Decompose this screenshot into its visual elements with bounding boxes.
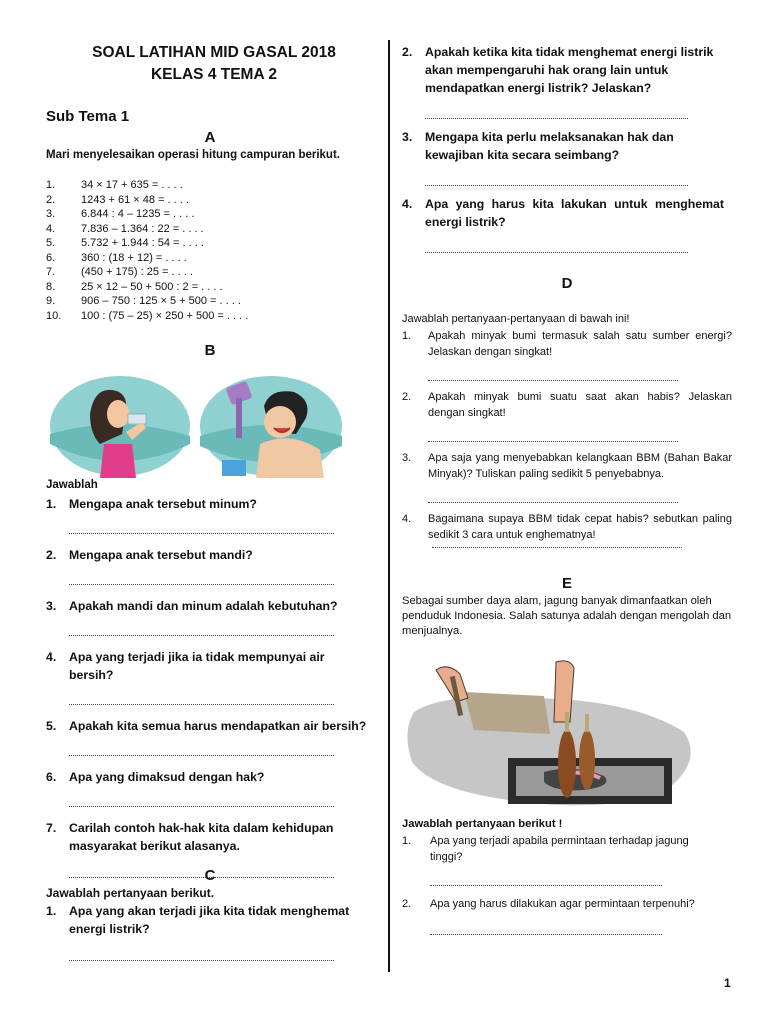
answer-line[interactable] bbox=[432, 547, 682, 548]
section-a-heading: A bbox=[204, 129, 216, 146]
question-number: 2. bbox=[402, 391, 412, 403]
question-number: 3. bbox=[402, 452, 412, 464]
question-number: 2. bbox=[46, 548, 57, 562]
question-item bbox=[46, 495, 371, 513]
calc-expression: 25 × 12 – 50 + 500 : 2 = . . . . bbox=[81, 280, 223, 293]
item-number: 10. bbox=[46, 309, 62, 322]
calc-item bbox=[46, 294, 366, 309]
answer-line[interactable] bbox=[428, 380, 678, 381]
question-number: 3. bbox=[402, 130, 413, 144]
calc-item bbox=[46, 251, 366, 266]
section-d-heading: D bbox=[561, 275, 573, 292]
section-c-questions-right bbox=[402, 43, 724, 253]
answer-line[interactable] bbox=[69, 533, 334, 534]
calc-expression: (450 + 175) : 25 = . . . . bbox=[81, 266, 193, 279]
question-item bbox=[402, 195, 724, 231]
calc-expression: 34 × 17 + 635 = . . . . bbox=[81, 179, 183, 192]
question-number: 1. bbox=[402, 330, 412, 342]
calc-item bbox=[46, 280, 366, 295]
answer-line[interactable] bbox=[428, 441, 678, 442]
question-number: 1. bbox=[46, 904, 57, 918]
item-number: 2. bbox=[46, 193, 56, 206]
calc-item bbox=[46, 236, 366, 251]
question-text: Carilah contoh hak-hak kita dalam kehidupan masyarakat berikut alasanya. bbox=[69, 821, 334, 853]
page-number: 1 bbox=[724, 976, 731, 990]
item-number: 5. bbox=[46, 237, 56, 250]
item-number: 8. bbox=[46, 280, 56, 293]
question-item bbox=[402, 833, 722, 865]
calc-item bbox=[46, 178, 366, 193]
answer-line[interactable] bbox=[425, 118, 688, 119]
question-text: Apa yang terjadi jika ia tidak mempunyai air bersih? bbox=[69, 650, 325, 682]
question-number: 7. bbox=[46, 821, 57, 835]
question-text: Apa yang harus dilakukan agar permintaan terpenuhi? bbox=[430, 898, 695, 910]
question-item bbox=[402, 128, 724, 164]
question-item bbox=[402, 389, 732, 421]
answer-line[interactable] bbox=[69, 806, 334, 807]
question-text: Apakah minyak bumi suatu saat akan habis? Jelaskan dengan singkat! bbox=[428, 391, 732, 419]
question-number: 1. bbox=[46, 497, 57, 511]
question-text: Apa yang dimaksud dengan hak? bbox=[69, 770, 265, 784]
answer-line[interactable] bbox=[425, 185, 688, 186]
calc-expression: 6.844 : 4 – 1235 = . . . . bbox=[81, 208, 195, 221]
calc-item bbox=[46, 309, 366, 324]
column-divider bbox=[388, 40, 390, 972]
question-item bbox=[46, 902, 371, 938]
boy-bathing-illustration bbox=[200, 374, 342, 478]
calc-expression: 906 – 750 : 125 × 5 + 500 = . . . . bbox=[81, 295, 241, 308]
question-text: Apa saja yang menyebabkan kelangkaan BBM (Bahan Bakar Minyak)? Tuliskan paling sedikit 5 penyebabnya. bbox=[428, 452, 732, 480]
question-number: 4. bbox=[402, 513, 412, 525]
document-title: SOAL LATIHAN MID GASAL 2018 bbox=[92, 44, 336, 61]
question-number: 1. bbox=[402, 835, 412, 847]
question-item bbox=[46, 819, 371, 855]
calc-item bbox=[46, 207, 366, 222]
answer-line[interactable] bbox=[69, 755, 334, 756]
question-text: Mengapa kita perlu melaksanakan hak dan kewajiban kita secara seimbang? bbox=[425, 130, 674, 162]
question-item bbox=[46, 717, 371, 735]
item-number: 9. bbox=[46, 295, 56, 308]
calc-item bbox=[46, 222, 366, 237]
answer-line[interactable] bbox=[69, 704, 334, 705]
question-item bbox=[46, 648, 371, 684]
section-b-heading: B bbox=[204, 342, 216, 359]
section-e-paragraph: Sebagai sumber daya alam, jagung banyak dimanfaatkan oleh penduduk Indonesia. Salah satunya adalah dengan mengolah dan menjualnya. bbox=[402, 595, 732, 637]
calc-expression: 5.732 + 1.944 : 54 = . . . . bbox=[81, 237, 204, 250]
document-subtitle: KELAS 4 TEMA 2 bbox=[150, 66, 278, 83]
question-text: Bagaimana supaya BBM tidak cepat habis? sebutkan paling sedikit 3 cara untuk enghematnya! bbox=[428, 513, 732, 541]
answer-line[interactable] bbox=[428, 502, 678, 503]
question-number: 6. bbox=[46, 770, 57, 784]
item-number: 7. bbox=[46, 266, 56, 279]
item-number: 6. bbox=[46, 251, 56, 264]
answer-line[interactable] bbox=[69, 635, 334, 636]
calc-expression: 7.836 – 1.364 : 22 = . . . . bbox=[81, 222, 204, 235]
calc-item bbox=[46, 265, 366, 280]
question-text: Apakah kita semua harus mendapatkan air bersih? bbox=[69, 719, 367, 733]
question-number: 5. bbox=[46, 719, 57, 733]
question-text: Mengapa anak tersebut mandi? bbox=[69, 548, 253, 562]
question-item bbox=[402, 896, 722, 912]
calc-expression: 1243 + 61 × 48 = . . . . bbox=[81, 193, 189, 206]
question-text: Apakah minyak bumi termasuk salah satu sumber energi? Jelaskan dengan singkat! bbox=[428, 330, 732, 358]
question-text: Apa yang harus kita lakukan untuk menghemat energi listrik? bbox=[425, 197, 724, 229]
calc-expression: 100 : (75 – 25) × 250 + 500 = . . . . bbox=[81, 309, 249, 322]
section-d-instruction: Jawablah pertanyaan-pertanyaan di bawah ini! bbox=[402, 313, 630, 325]
question-text: Apa yang akan terjadi jika kita tidak menghemat energi listrik? bbox=[69, 904, 350, 936]
answer-line[interactable] bbox=[430, 934, 662, 935]
calculation-list bbox=[46, 178, 366, 323]
question-number: 3. bbox=[46, 599, 57, 613]
answer-line[interactable] bbox=[69, 584, 334, 585]
section-d-questions bbox=[402, 328, 732, 548]
question-item bbox=[402, 43, 724, 97]
calc-expression: 360 : (18 + 12) = . . . . bbox=[81, 251, 187, 264]
question-number: 4. bbox=[402, 197, 413, 211]
section-b-questions bbox=[46, 495, 371, 878]
subtema-heading: Sub Tema 1 bbox=[46, 108, 130, 125]
question-item bbox=[402, 511, 732, 543]
question-number: 2. bbox=[402, 898, 412, 910]
question-item bbox=[402, 450, 732, 482]
question-item bbox=[46, 768, 371, 786]
question-text: Apakah ketika kita tidak menghemat energi listrik akan mempengaruhi hak orang lain untuk mendapatkan energi listrik? Jelaskan? bbox=[425, 45, 714, 95]
calc-item bbox=[46, 193, 366, 208]
section-e-heading: E bbox=[561, 575, 572, 592]
question-item bbox=[402, 328, 732, 360]
answer-line[interactable] bbox=[430, 885, 662, 886]
answer-line[interactable] bbox=[425, 252, 688, 253]
item-number: 1. bbox=[46, 179, 56, 192]
question-item bbox=[46, 597, 371, 615]
question-text: Apakah mandi dan minum adalah kebutuhan? bbox=[69, 599, 338, 613]
girl-drinking-illustration bbox=[50, 374, 190, 478]
item-number: 4. bbox=[46, 222, 56, 235]
question-number: 4. bbox=[46, 650, 57, 664]
answer-line[interactable] bbox=[69, 960, 334, 961]
question-item bbox=[46, 546, 371, 564]
section-e-questions bbox=[402, 833, 722, 935]
question-number: 2. bbox=[402, 45, 413, 59]
section-c-instruction: Jawablah pertanyaan berikut. bbox=[46, 886, 215, 900]
question-text: Mengapa anak tersebut minum? bbox=[69, 497, 257, 511]
section-b-instruction: Jawablah bbox=[46, 479, 98, 491]
section-c-questions-left bbox=[46, 902, 371, 961]
question-text: Apa yang terjadi apabila permintaan terhadap jagung tinggi? bbox=[430, 835, 689, 863]
item-number: 3. bbox=[46, 208, 56, 221]
section-c-heading: C bbox=[204, 867, 216, 884]
grilling-corn-illustration bbox=[404, 652, 704, 812]
section-a-instruction: Mari menyelesaikan operasi hitung campuran berikut. bbox=[46, 149, 340, 161]
section-e-instruction: Jawablah pertanyaan berikut ! bbox=[402, 818, 563, 830]
